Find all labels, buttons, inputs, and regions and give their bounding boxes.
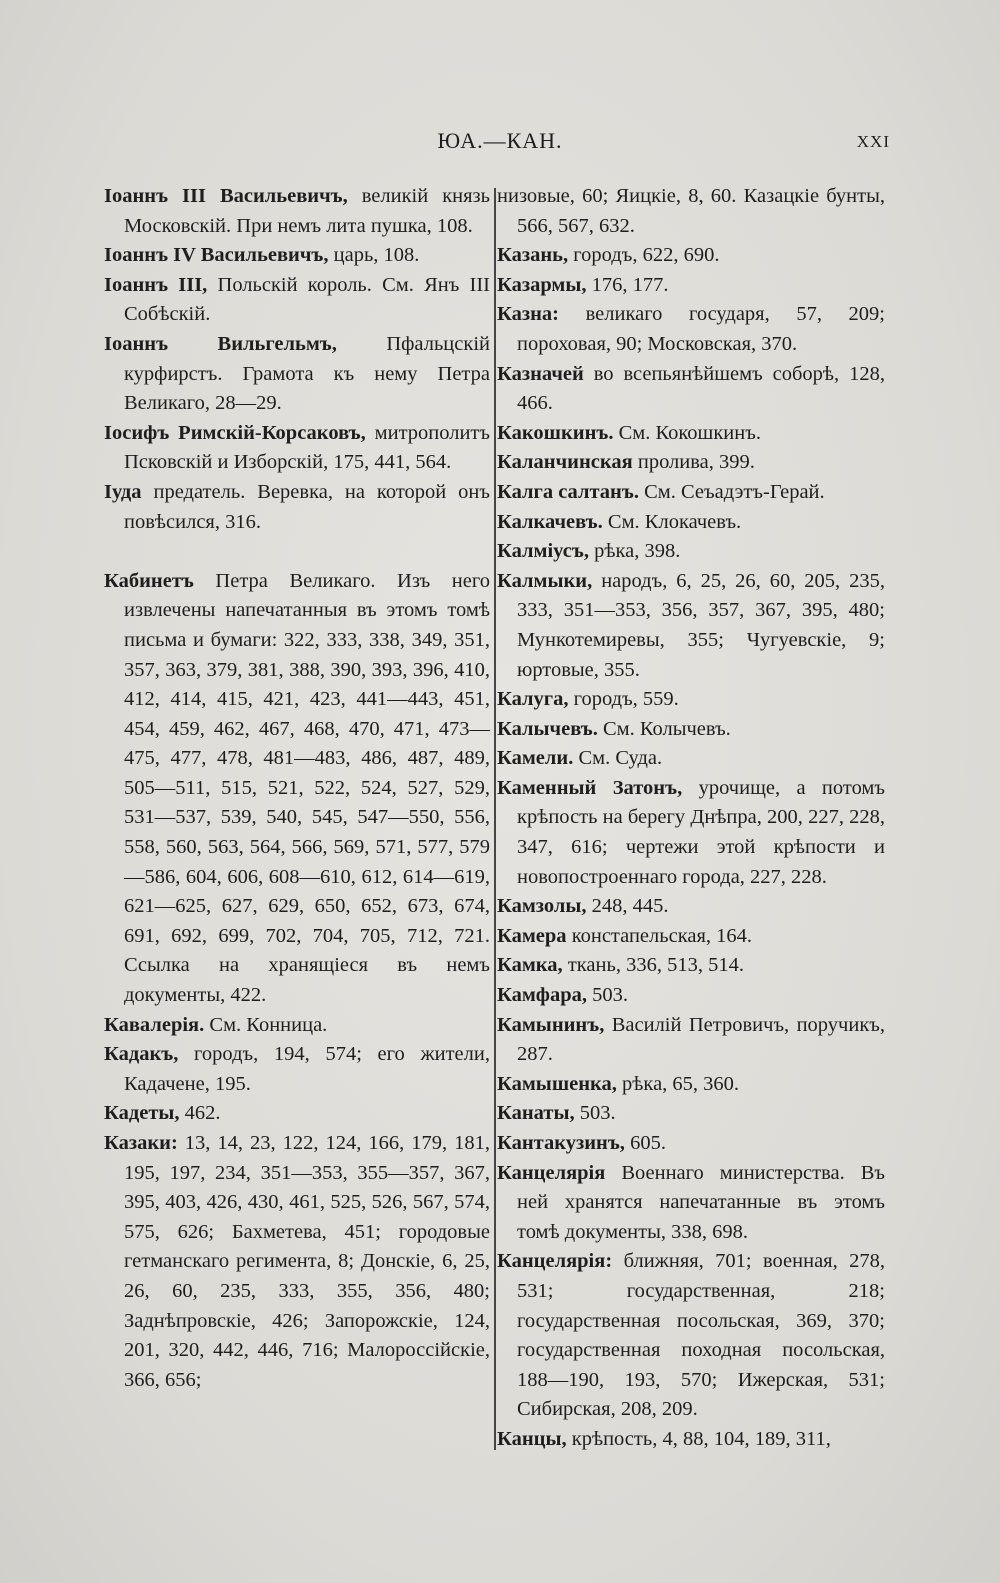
entry-text: Пфальцскій курфирстъ. Грамота къ нему Петра Великаго, 28—29. (124, 332, 490, 415)
index-entry (104, 567, 490, 1011)
entry-text: 462. (179, 1102, 221, 1125)
entry-headword: Каменный Затонъ, (497, 776, 683, 799)
entry-text: 248, 445. (586, 895, 669, 918)
entry-text: Польскій король. См. Янъ III Собѣскій. (124, 273, 490, 326)
entry-text: См. Суда. (573, 747, 663, 770)
entry-text: Военнаго министерства. Въ ней хранятся напечатанные въ этомъ томѣ документы, 338, 698. (517, 1161, 885, 1243)
index-entry (104, 241, 490, 271)
entry-text: городъ, 559. (568, 688, 679, 711)
entry-headword: Іоаннъ Вильгельмъ, (104, 332, 337, 355)
letter-section-gap (104, 537, 490, 567)
entry-text: народъ, 6, 25, 26, 60, 205, 235, 333, 351—353, 356, 357, 367, 395, 480; Мункотемиревы, 355; Чугуевскіе, 9; юртовые, 355. (517, 569, 885, 681)
entry-text: 13, 14, 23, 122, 124, 166, 179, 181, 195, 197, 234, 351—353, 355—357, 367, 395, 403, 426, 430, 461, 525, 526, 567, 574, 575, 626; Бахметева, 451; городовые гетманскаго регимента, 8; Донскіе, 6, 25, 26, 60, 235, 333, 355, 356, 480; Заднѣпровскіе, 426; Запорожскіе, 124, 201, 320, 442, 446, 716; Малороссійскіе, 366, 656; (124, 1132, 490, 1391)
index-entry (497, 360, 885, 419)
entry-text: городъ, 194, 574; его жители, Кадачене, 195. (124, 1043, 490, 1095)
index-entry (497, 448, 885, 478)
entry-text: См. Сеъадэтъ-Герай. (638, 480, 825, 503)
entry-text: констапельская, 164. (566, 924, 753, 947)
index-entry (497, 774, 885, 892)
entry-headword: Какошкинъ. (497, 421, 614, 444)
entry-headword: Казармы, (497, 273, 587, 296)
entry-headword: Казначей (497, 362, 584, 385)
index-entry (104, 478, 490, 537)
entry-headword: Іоаннъ IV Васильевичъ, (104, 244, 329, 267)
page-number: XXI (856, 132, 890, 151)
entry-headword: Казна: (497, 303, 559, 326)
entry-headword: Іуда (104, 480, 142, 503)
index-entry (104, 1129, 490, 1395)
entry-headword: Канцелярія: (497, 1250, 613, 1273)
entry-text: 605. (624, 1132, 666, 1154)
entry-headword: Кавалерія. (104, 1013, 205, 1036)
entry-text: пролива, 399. (632, 451, 755, 474)
entry-text: См. Конница. (204, 1013, 328, 1036)
index-entry (497, 300, 885, 359)
index-entry (497, 981, 885, 1011)
entry-headword: Кабинетъ (104, 569, 194, 592)
running-header: ЮА.—КАН. (437, 128, 563, 153)
entry-headword: Камера (497, 924, 567, 947)
entry-text: 503. (587, 984, 629, 1007)
index-entry (497, 567, 885, 685)
entry-text: ткань, 336, 513, 514. (562, 954, 744, 977)
entry-headword: Казаки: (104, 1132, 178, 1154)
index-entry (104, 330, 490, 419)
entry-headword: Іоаннъ III Васильевичъ, (104, 185, 348, 207)
entry-text: 503. (574, 1102, 616, 1125)
entry-headword: Кантакузинъ, (497, 1132, 625, 1154)
entry-text: великій князь Московскій. При немъ лита пушка, 108. (124, 185, 491, 237)
index-entry (104, 182, 490, 241)
entry-headword: Калычевъ. (497, 717, 598, 740)
entry-headword: Камфара, (497, 984, 588, 1007)
entry-text: Петра Великаго. Изъ него извлечены напечатанныя въ этомъ томѣ письма и бумаги: 322, 333, 338, 349, 351, 357, 363, 379, 381, 388, 390, 393, 396, 410, 412, 414, 415, 421, 423, 441—443, 451, 454, 459, 462, 467, 468, 470, 471, 473—475, 477, 478, 481—483, 486, 487, 489, 505—511, 515, 521, 522, 524, 527, 529, 531—537, 539, 540, 545, 547—550, 556, 558, 560, 563, 564, 566, 569, 571, 577, 579—586, 604, 606, 608—610, 612, 614—619, 621—625, 627, 629, 650, 652, 673, 674, 691, 692, 699, 702, 704, 705, 712, 721. Ссылка на хранящіеся въ немъ документы, 422. (124, 569, 490, 1007)
index-entry (104, 1099, 490, 1129)
entry-headword: Калмыки, (497, 569, 593, 592)
entry-text: предатель. Веревка, на которой онъ повѣсился, 316. (124, 480, 490, 533)
entry-headword: Кадакъ, (104, 1043, 179, 1066)
entry-headword: Калга салтанъ. (497, 480, 639, 503)
index-entry (497, 508, 885, 538)
entry-text: великаго государя, 57, 209; пороховая, 90; Московская, 370. (517, 303, 885, 355)
index-entry (104, 271, 490, 330)
index-entry (497, 1247, 885, 1425)
entry-text: рѣка, 65, 360. (616, 1072, 740, 1095)
entry-text: См. Колычевъ. (597, 717, 731, 740)
entry-headword: Каланчинская (497, 451, 633, 474)
index-entry (497, 715, 885, 745)
index-entry (104, 1040, 490, 1099)
entry-text: См. Кокошкинъ. (613, 421, 761, 444)
index-entry (497, 1425, 885, 1455)
index-entry (497, 892, 885, 922)
column-divider (494, 188, 496, 1450)
entry-text: урочище, а потомъ крѣпость на берегу Днѣпра, 200, 227, 228, 347, 616; чертежи этой крѣпости и новопостроеннаго города, 227, 228. (517, 776, 885, 888)
entry-headword: Камзолы, (497, 895, 587, 918)
index-entry (497, 419, 885, 449)
entry-text: рѣка, 398. (588, 540, 681, 563)
entry-text: царь, 108. (328, 244, 420, 267)
entry-text: ближняя, 701; военная, 278, 531; государственная, 218; государственная посольская, 369, 370; государственная походная посольская, 188—190, 193, 570; Ижерская, 531; Сибирская, 208, 209. (517, 1250, 885, 1421)
entry-headword: Камка, (497, 954, 563, 977)
index-entry (497, 685, 885, 715)
entry-text: низовые, 60; Яицкіе, 8, 60. Казацкіе бунты, 566, 567, 632. (497, 185, 885, 237)
entry-headword: Кадеты, (104, 1102, 180, 1125)
index-entry (497, 922, 885, 952)
entry-headword: Камынинъ, (497, 1013, 605, 1036)
entry-text: крѣпость, 4, 88, 104, 189, 311, (566, 1427, 831, 1450)
index-column-right (497, 182, 885, 1455)
entry-headword: Канцы, (497, 1427, 567, 1450)
entry-headword: Калміусъ, (497, 540, 589, 563)
index-entry (497, 271, 885, 301)
entry-headword: Казань, (497, 244, 569, 267)
entry-text: См. Клокачевъ. (602, 510, 742, 533)
index-entry (497, 1099, 885, 1129)
index-entry (497, 478, 885, 508)
index-entry (104, 419, 490, 478)
entry-text: митрополитъ Псковскій и Изборскій, 175, 441, 564. (124, 421, 490, 474)
index-entry (497, 241, 885, 271)
index-entry (497, 1159, 885, 1248)
index-entry (497, 182, 885, 241)
index-entry (497, 951, 885, 981)
entry-text: 176, 177. (586, 273, 669, 296)
index-entry (497, 1070, 885, 1100)
entry-headword: Іосифъ Римскій-Корсаковъ, (104, 421, 366, 444)
entry-headword: Канцелярія (497, 1161, 606, 1184)
entry-headword: Калуга, (497, 688, 569, 711)
entry-headword: Камели. (497, 747, 574, 770)
entry-headword: Камышенка, (497, 1072, 617, 1095)
entry-headword: Іоаннъ III, (104, 273, 208, 296)
index-column-left (104, 182, 490, 1395)
entry-text: во всепьянѣйшемъ соборѣ, 128, 466. (517, 362, 885, 415)
index-entry (497, 744, 885, 774)
index-entry (497, 537, 885, 567)
entry-text: Василій Петровичъ, поручикъ, 287. (517, 1013, 885, 1066)
index-entry (497, 1011, 885, 1070)
index-entry (497, 1129, 885, 1159)
index-entry (104, 1011, 490, 1041)
entry-text: городъ, 622, 690. (568, 244, 720, 267)
entry-headword: Канаты, (497, 1102, 575, 1125)
entry-headword: Калкачевъ. (497, 510, 603, 533)
